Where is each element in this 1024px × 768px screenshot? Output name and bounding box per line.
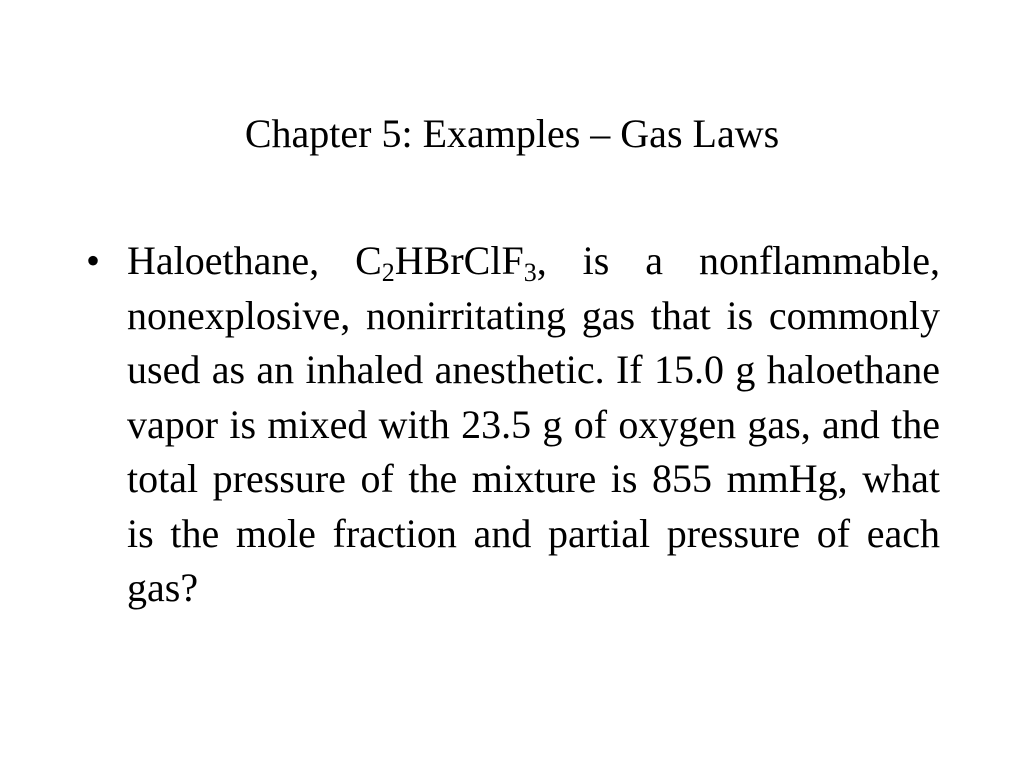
- list-item: [80, 234, 940, 616]
- bullet-list: [80, 234, 940, 616]
- bullet-text-body: , is a nonflammable, nonexplosive, nonirritating gas that is commonly used as an inhaled anesthetic. If 15.0 g haloethane vapor is mixed with 23.5 g of oxygen gas, and the total pressure of the mixture is 855 mmHg, what is the mole fraction and partial pressure of each gas?: [127, 238, 941, 610]
- bullet-icon: •: [86, 238, 101, 283]
- formula-subscript-2: 2: [381, 258, 395, 287]
- formula-subscript-3: 3: [523, 258, 537, 287]
- slide-title: Chapter 5: Examples – Gas Laws: [244, 111, 780, 156]
- bullet-text-intro: Haloethane, C: [127, 238, 382, 283]
- formula-mid: HBrClF: [394, 238, 524, 283]
